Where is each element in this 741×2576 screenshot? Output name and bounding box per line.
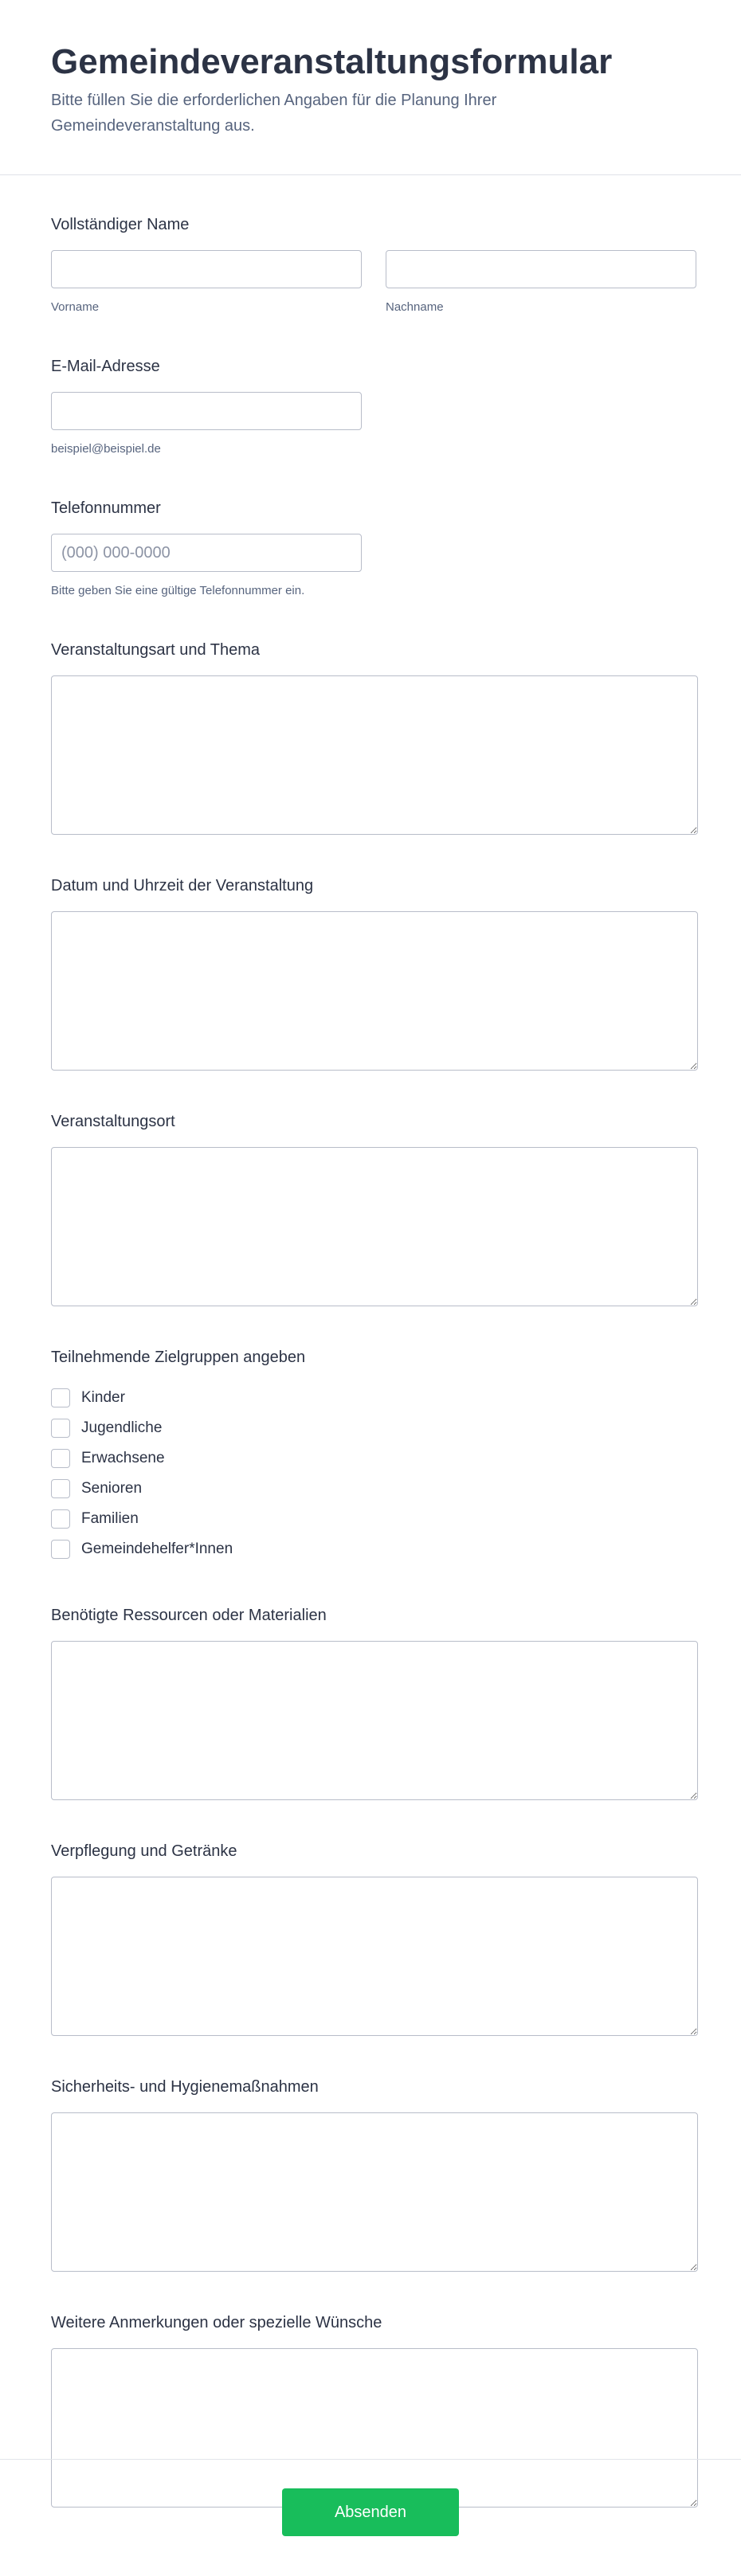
audience-option-familien[interactable] bbox=[51, 1504, 696, 1534]
catering-field bbox=[51, 1840, 696, 2036]
last-name-col bbox=[386, 250, 696, 315]
checkbox-label: Erwachsene bbox=[81, 1450, 165, 1466]
audiences-checklist bbox=[51, 1383, 696, 1564]
event-type-textarea[interactable] bbox=[51, 675, 698, 835]
form-description: Bitte füllen Sie die erforderlichen Angaben für die Planung Ihrer Gemeindeveranstaltung aus. bbox=[51, 92, 497, 135]
event-datetime-textarea[interactable] bbox=[51, 911, 698, 1071]
checkbox-label: Jugendliche bbox=[81, 1419, 163, 1436]
first-name-input[interactable] bbox=[51, 250, 362, 288]
checkbox-label: Senioren bbox=[81, 1480, 143, 1497]
audience-option-senioren[interactable] bbox=[51, 1474, 696, 1504]
full-name-field bbox=[51, 213, 696, 315]
event-type-label: Veranstaltungsart und Thema bbox=[51, 641, 261, 659]
event-datetime-label: Datum und Uhrzeit der Veranstaltung bbox=[51, 877, 314, 895]
audiences-label: Teilnehmende Zielgruppen angeben bbox=[51, 1349, 306, 1366]
checkbox[interactable] bbox=[51, 1449, 70, 1468]
checkbox-label: Familien bbox=[81, 1510, 139, 1527]
audience-option-kinder[interactable] bbox=[51, 1383, 696, 1413]
submit-button[interactable]: Absenden bbox=[282, 2488, 459, 2536]
event-type-field bbox=[51, 639, 696, 835]
last-name-sublabel: Nachname bbox=[386, 300, 444, 314]
full-name-row bbox=[51, 250, 696, 315]
checkbox[interactable] bbox=[51, 1419, 70, 1438]
audience-option-jugendliche[interactable] bbox=[51, 1413, 696, 1443]
resources-label: Benötigte Ressourcen oder Materialien bbox=[51, 1607, 327, 1624]
full-name-label: Vollständiger Name bbox=[51, 216, 190, 233]
phone-field-group bbox=[51, 497, 696, 599]
email-label: E-Mail-Adresse bbox=[51, 358, 160, 375]
phone-label: Telefonnummer bbox=[51, 499, 161, 517]
checkbox[interactable] bbox=[51, 1540, 70, 1559]
checkbox[interactable] bbox=[51, 1509, 70, 1529]
form-body bbox=[0, 213, 741, 2507]
resources-field bbox=[51, 1604, 696, 1800]
email-input[interactable] bbox=[51, 392, 362, 430]
checkbox[interactable] bbox=[51, 1388, 70, 1407]
event-location-label: Veranstaltungsort bbox=[51, 1113, 175, 1130]
first-name-col bbox=[51, 250, 362, 315]
phone-sublabel: Bitte geben Sie eine gültige Telefonnummer ein. bbox=[51, 584, 305, 597]
audience-option-gemeindehelfer[interactable] bbox=[51, 1534, 696, 1564]
catering-textarea[interactable] bbox=[51, 1877, 698, 2036]
email-field-group bbox=[51, 355, 696, 457]
catering-label: Verpflegung und Getränke bbox=[51, 1842, 237, 1860]
form-title: Gemeindeveranstaltungsformular bbox=[51, 42, 613, 81]
safety-label: Sicherheits- und Hygienemaßnahmen bbox=[51, 2078, 319, 2096]
safety-textarea[interactable] bbox=[51, 2112, 698, 2272]
event-datetime-field bbox=[51, 875, 696, 1071]
checkbox-label: Gemeindehelfer*Innen bbox=[81, 1541, 233, 1557]
notes-label: Weitere Anmerkungen oder spezielle Wünsche bbox=[51, 2314, 382, 2331]
phone-input[interactable] bbox=[51, 534, 362, 572]
checkbox-label: Kinder bbox=[81, 1389, 125, 1406]
audience-option-erwachsene[interactable] bbox=[51, 1443, 696, 1474]
email-sublabel: beispiel@beispiel.de bbox=[51, 442, 161, 456]
event-location-textarea[interactable] bbox=[51, 1147, 698, 1306]
resources-textarea[interactable] bbox=[51, 1641, 698, 1800]
audiences-field bbox=[51, 1346, 696, 1564]
last-name-input[interactable] bbox=[386, 250, 696, 288]
first-name-sublabel: Vorname bbox=[51, 300, 100, 314]
form-header bbox=[0, 0, 741, 175]
checkbox[interactable] bbox=[51, 1479, 70, 1498]
event-location-field bbox=[51, 1110, 696, 1306]
form-footer bbox=[0, 2459, 741, 2576]
safety-field bbox=[51, 2076, 696, 2272]
